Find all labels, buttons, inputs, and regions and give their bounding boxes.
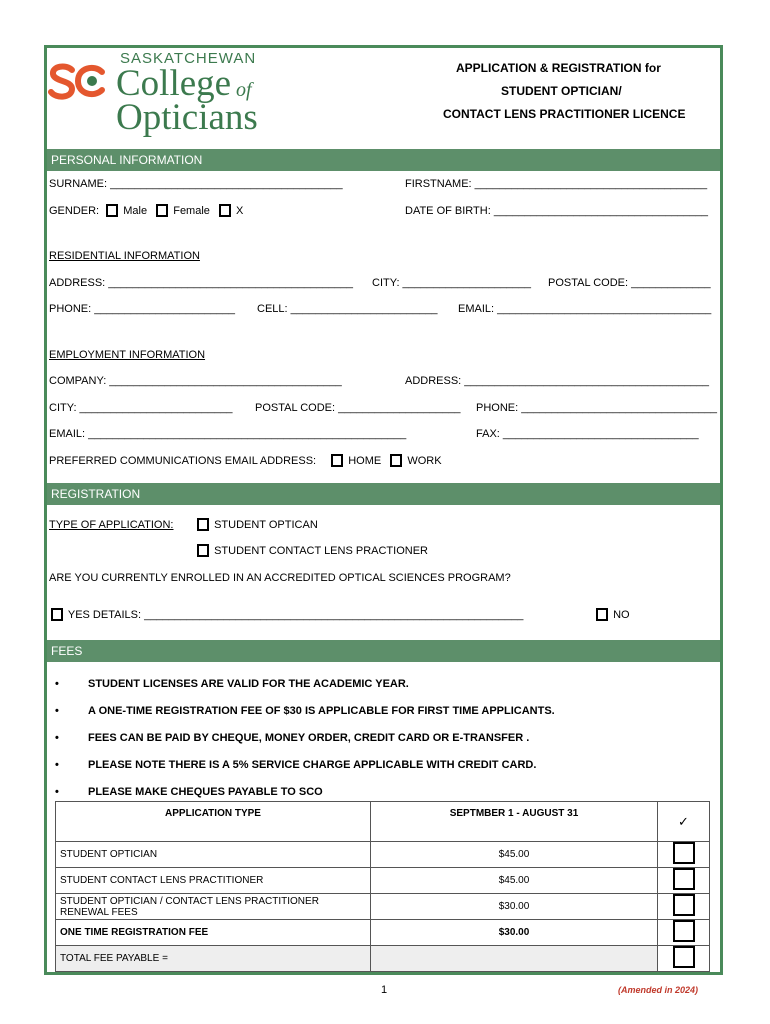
row-checkbox[interactable] bbox=[673, 946, 695, 968]
enrolled-no-label: NO bbox=[613, 609, 630, 621]
fee-bullet-text: STUDENT LICENSES ARE VALID FOR THE ACADEMIC YEAR. bbox=[88, 678, 409, 690]
fee-bullet-5: • PLEASE MAKE CHEQUES PAYABLE TO SCO bbox=[55, 786, 323, 798]
gender-male-checkbox[interactable] bbox=[106, 204, 118, 217]
res-address-field[interactable]: ADDRESS: ________________________________________ bbox=[49, 277, 353, 289]
gender-row bbox=[49, 204, 243, 217]
sc-monogram-icon bbox=[48, 62, 108, 102]
fee-bullet-text: FEES CAN BE PAID BY CHEQUE, MONEY ORDER, CREDIT CARD OR E-TRANSFER . bbox=[88, 732, 530, 744]
pref-email-row bbox=[49, 454, 442, 467]
gender-female-checkbox[interactable] bbox=[156, 204, 168, 217]
table-row bbox=[56, 920, 710, 946]
logo-province: SASKATCHEWAN bbox=[120, 50, 257, 67]
registration-header: REGISTRATION bbox=[47, 483, 720, 505]
row-type: STUDENT OPTICIAN bbox=[56, 842, 371, 868]
row-fee: $45.00 bbox=[371, 868, 658, 894]
fee-bullet-4: • PLEASE NOTE THERE IS A 5% SERVICE CHARGE APPLICABLE WITH CREDIT CARD. bbox=[55, 759, 537, 771]
employment-header: EMPLOYMENT INFORMATION bbox=[49, 349, 206, 361]
opt-student-cl bbox=[197, 544, 428, 557]
pref-email-label: PREFERRED COMMUNICATIONS EMAIL ADDRESS: bbox=[49, 455, 317, 467]
logo-of: of bbox=[236, 79, 252, 101]
dob-field[interactable]: DATE OF BIRTH: ___________________________________ bbox=[405, 205, 708, 217]
surname-field[interactable]: SURNAME: ______________________________________ bbox=[49, 178, 343, 190]
gender-male-label: Male bbox=[123, 205, 148, 217]
fee-bullet-text: PLEASE NOTE THERE IS A 5% SERVICE CHARGE APPLICABLE WITH CREDIT CARD. bbox=[88, 759, 537, 771]
title-line-1: APPLICATION & REGISTRATION for bbox=[456, 61, 661, 75]
pref-home-label: HOME bbox=[348, 455, 382, 467]
enrolled-yes-checkbox[interactable] bbox=[51, 608, 63, 621]
type-of-application-label: TYPE OF APPLICATION: bbox=[49, 519, 174, 531]
row-type: STUDENT CONTACT LENS PRACTITIONER bbox=[56, 868, 371, 894]
res-city-field[interactable]: CITY: _____________________ bbox=[372, 277, 532, 289]
firstname-field[interactable]: FIRSTNAME: ______________________________________ bbox=[405, 178, 708, 190]
total-fee-field[interactable] bbox=[371, 946, 658, 972]
student-cl-label: STUDENT CONTACT LENS PRACTIONER bbox=[214, 545, 428, 557]
row-type: STUDENT OPTICIAN / CONTACT LENS PRACTITIONER RENEWAL FEES bbox=[56, 894, 371, 920]
res-cell-field[interactable]: CELL: ________________________ bbox=[257, 303, 438, 315]
emp-city-field[interactable]: CITY: _________________________ bbox=[49, 402, 233, 414]
table-row bbox=[56, 868, 710, 894]
fee-table-header bbox=[56, 802, 710, 842]
opt-student-optician bbox=[197, 518, 318, 531]
table-row bbox=[56, 894, 710, 920]
col-period: SEPTMBER 1 - AUGUST 31 bbox=[371, 802, 658, 842]
res-email-field[interactable]: EMAIL: ___________________________________ bbox=[458, 303, 712, 315]
amended-note: (Amended in 2024) bbox=[618, 985, 699, 995]
row-checkbox[interactable] bbox=[673, 920, 695, 942]
logo-college: College bbox=[116, 63, 232, 104]
fee-bullet-text: PLEASE MAKE CHEQUES PAYABLE TO SCO bbox=[88, 786, 323, 798]
enrolled-yes-details[interactable]: YES DETAILS: ______________________________________________________________ bbox=[67, 609, 524, 621]
personal-info-header: PERSONAL INFORMATION bbox=[47, 149, 720, 171]
fee-bullet-2: • A ONE-TIME REGISTRATION FEE OF $30 IS APPLICABLE FOR FIRST TIME APPLICANTS. bbox=[55, 705, 555, 717]
pref-work-label: WORK bbox=[407, 455, 442, 467]
emp-phone-field[interactable]: PHONE: ________________________________ bbox=[476, 402, 717, 414]
res-phone-field[interactable]: PHONE: _______________________ bbox=[49, 303, 235, 315]
student-cl-checkbox[interactable] bbox=[197, 544, 209, 557]
title-line-3: CONTACT LENS PRACTITIONER LICENCE bbox=[443, 107, 686, 121]
gender-x-label: X bbox=[236, 205, 244, 217]
fee-bullet-text: A ONE-TIME REGISTRATION FEE OF $30 IS APPLICABLE FOR FIRST TIME APPLICANTS. bbox=[88, 705, 555, 717]
row-checkbox[interactable] bbox=[673, 842, 695, 864]
row-fee: $30.00 bbox=[371, 894, 658, 920]
emp-email-field[interactable]: EMAIL: ____________________________________________________ bbox=[49, 428, 407, 440]
pref-work-checkbox[interactable] bbox=[390, 454, 402, 467]
emp-company-field[interactable]: COMPANY: ______________________________________ bbox=[49, 375, 342, 387]
fee-table bbox=[55, 801, 710, 972]
fees-header: FEES bbox=[47, 640, 720, 662]
gender-x-checkbox[interactable] bbox=[219, 204, 231, 217]
pref-home-checkbox[interactable] bbox=[331, 454, 343, 467]
gender-label: GENDER: bbox=[49, 205, 100, 217]
student-optician-label: STUDENT OPTICAN bbox=[214, 519, 318, 531]
col-check: ✓ bbox=[658, 802, 710, 842]
fee-bullet-1: • STUDENT LICENSES ARE VALID FOR THE ACADEMIC YEAR. bbox=[55, 678, 409, 690]
logo-opticians: Opticians bbox=[116, 97, 258, 138]
page-number: 1 bbox=[381, 984, 388, 996]
student-optician-checkbox[interactable] bbox=[197, 518, 209, 531]
row-fee: $30.00 bbox=[371, 920, 658, 946]
enrolled-no-checkbox[interactable] bbox=[596, 608, 608, 621]
row-checkbox[interactable] bbox=[673, 868, 695, 890]
row-type: TOTAL FEE PAYABLE = bbox=[56, 946, 371, 972]
col-application-type: APPLICATION TYPE bbox=[56, 802, 371, 842]
emp-postal-field[interactable]: POSTAL CODE: ____________________ bbox=[255, 402, 461, 414]
gender-female-label: Female bbox=[173, 205, 210, 217]
fee-bullet-3: • FEES CAN BE PAID BY CHEQUE, MONEY ORDER, CREDIT CARD OR E-TRANSFER . bbox=[55, 732, 530, 744]
table-row-total bbox=[56, 946, 710, 972]
enrolled-question: ARE YOU CURRENTLY ENROLLED IN AN ACCREDITED OPTICAL SCIENCES PROGRAM? bbox=[49, 572, 511, 584]
emp-address-field[interactable]: ADDRESS: ________________________________________ bbox=[405, 375, 709, 387]
res-postal-field[interactable]: POSTAL CODE: _____________ bbox=[548, 277, 711, 289]
enrolled-no-row bbox=[596, 608, 630, 621]
row-checkbox[interactable] bbox=[673, 894, 695, 916]
enrolled-yes-row bbox=[51, 608, 523, 621]
table-row bbox=[56, 842, 710, 868]
title-line-2: STUDENT OPTICIAN/ bbox=[501, 84, 622, 98]
row-type: ONE TIME REGISTRATION FEE bbox=[56, 920, 371, 946]
row-fee: $45.00 bbox=[371, 842, 658, 868]
residential-header: RESIDENTIAL INFORMATION bbox=[49, 250, 200, 262]
emp-fax-field[interactable]: FAX: ________________________________ bbox=[476, 428, 699, 440]
